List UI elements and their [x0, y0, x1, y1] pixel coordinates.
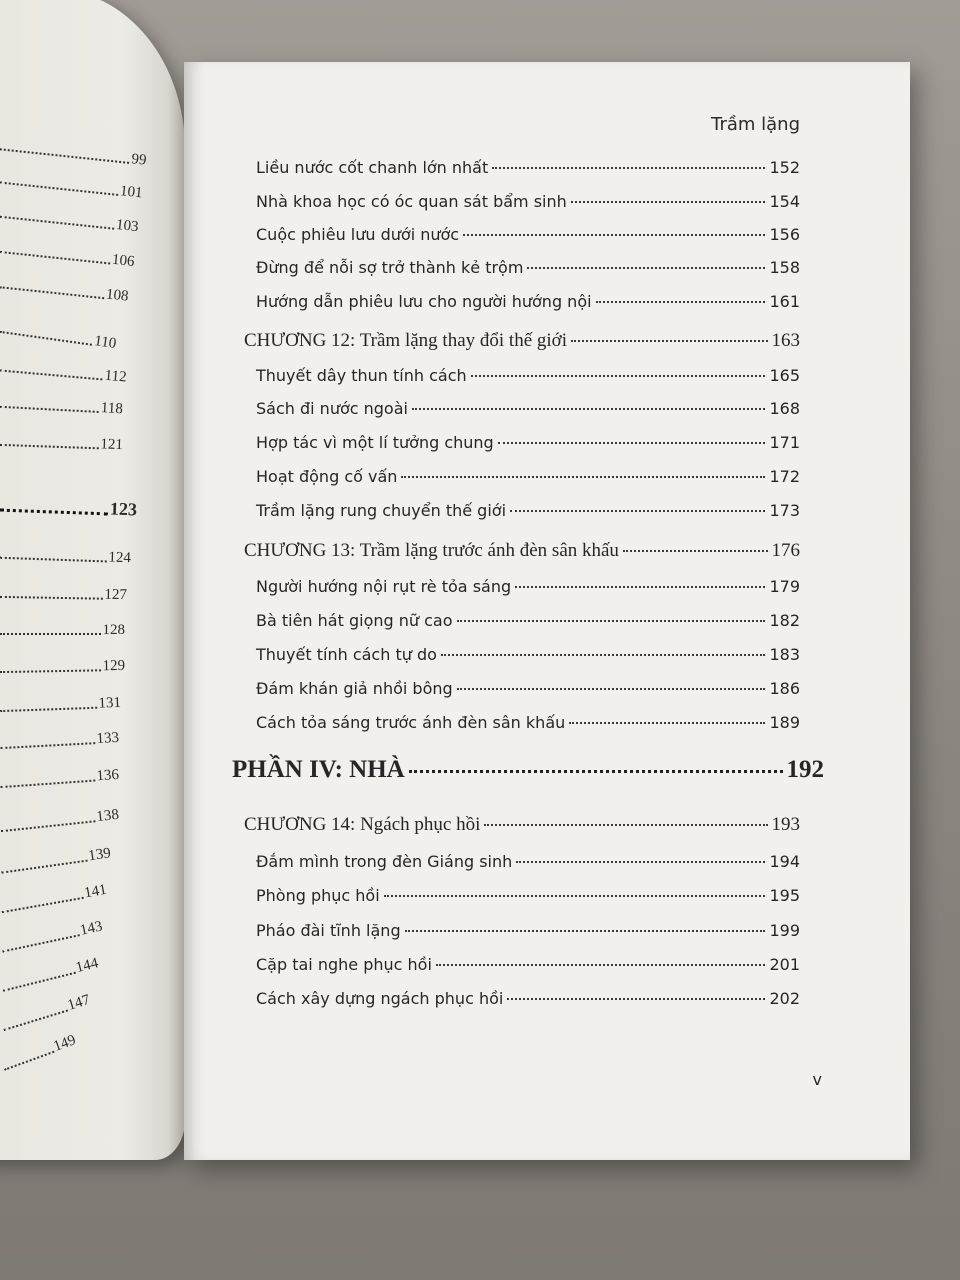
- left-page-dot-leader: [2, 896, 84, 913]
- left-page-entry: [0, 877, 108, 917]
- toc-section-row: [256, 225, 800, 244]
- toc-dot-leader: [510, 510, 765, 512]
- page-number: v: [812, 1070, 822, 1089]
- left-page-number: 139: [87, 845, 112, 865]
- toc-dot-leader: [463, 234, 765, 236]
- toc-section-row: [256, 192, 800, 211]
- toc-dot-leader: [412, 408, 765, 410]
- left-page-entry: [0, 270, 130, 305]
- left-page-entry: [0, 914, 104, 957]
- toc-section-row: [256, 955, 800, 974]
- toc-dot-leader: [596, 301, 766, 303]
- left-page-entry: [0, 132, 148, 169]
- toc-entry-title: Người hướng nội rụt rè tỏa sáng: [256, 577, 512, 596]
- toc-entry-page: 189: [769, 713, 800, 732]
- toc-section-row: [256, 989, 800, 1008]
- left-page-dot-leader: [3, 1009, 67, 1031]
- left-page-dot-leader: [0, 668, 101, 673]
- toc-dot-leader: [484, 824, 767, 826]
- left-page-entry: [0, 653, 125, 677]
- toc-entry-title: Đắm mình trong đèn Giáng sinh: [256, 852, 513, 871]
- toc-section-row: [256, 433, 800, 452]
- toc-dot-leader: [516, 861, 765, 863]
- toc-entry-page: 152: [769, 158, 800, 177]
- left-page-dot-leader: [0, 405, 99, 413]
- toc-entry-title: Bà tiên hát giọng nữ cao: [256, 611, 453, 630]
- left-page-dot-leader: [2, 971, 75, 992]
- toc-dot-leader: [436, 964, 766, 966]
- toc-chapter-row: [244, 540, 800, 562]
- toc-entry-title: Sách đi nước ngoài: [256, 399, 408, 418]
- left-page-number: 143: [78, 918, 104, 939]
- left-page-dot-leader: [0, 706, 97, 712]
- left-page-dot-leader: [1, 819, 95, 832]
- toc-entry-title: Hướng dẫn phiêu lưu cho người hướng nội: [256, 292, 592, 311]
- toc-dot-leader: [569, 722, 765, 724]
- left-page-number: 110: [93, 333, 118, 353]
- left-page-number: 131: [98, 694, 122, 712]
- toc-section-row: [256, 399, 800, 418]
- toc-entry-page: 193: [771, 814, 800, 835]
- left-page-entry: [0, 1027, 78, 1074]
- left-page-entry: [0, 541, 131, 568]
- left-page-number: 123: [109, 498, 138, 520]
- toc-section-row: [256, 611, 800, 630]
- toc-entry-page: 186: [769, 679, 800, 698]
- left-page-number: 101: [119, 183, 144, 202]
- toc-entry-page: 201: [769, 955, 800, 974]
- toc-section-row: [256, 577, 800, 596]
- left-page-number: 124: [108, 549, 132, 567]
- left-page-number: 144: [74, 955, 100, 977]
- toc-entry-page: 192: [786, 756, 824, 783]
- left-page-entry: [0, 840, 112, 877]
- toc-entry-page: 202: [769, 989, 800, 1008]
- running-header: Trầm lặng: [711, 114, 800, 135]
- toc-section-row: [256, 258, 800, 277]
- toc-chapter-row: [244, 814, 800, 836]
- toc-chapter-row: [244, 330, 800, 352]
- left-page-dot-leader: [2, 933, 79, 952]
- left-page-entry: [0, 725, 119, 753]
- left-page-dot-leader: [0, 556, 106, 563]
- left-page-entry: [0, 200, 140, 236]
- toc-section-row: [256, 467, 800, 486]
- toc-entry-page: 173: [769, 501, 800, 520]
- toc-dot-leader: [527, 267, 765, 269]
- toc-entry-page: 199: [769, 921, 800, 940]
- toc-section-row: [256, 852, 800, 871]
- toc-entry-title: Liều nước cốt chanh lớn nhất: [256, 158, 489, 177]
- left-page-number: 118: [100, 400, 124, 418]
- toc-entry-page: 163: [771, 330, 800, 351]
- left-page-entry: [0, 390, 123, 418]
- left-page-entry: [0, 617, 125, 639]
- left-page-entry: [0, 166, 144, 203]
- toc-entry-page: 172: [769, 467, 800, 486]
- left-page-entry: [0, 690, 121, 716]
- toc-dot-leader: [457, 620, 766, 622]
- left-page-number: 128: [102, 622, 125, 638]
- toc-entry-page: 183: [769, 645, 800, 664]
- toc-dot-leader: [498, 442, 766, 444]
- toc-entry-title: Trầm lặng rung chuyển thế giới: [256, 501, 507, 520]
- toc-section-row: [256, 292, 800, 311]
- toc-entry-title: Cặp tai nghe phục hồi: [256, 955, 432, 974]
- toc-entry-title: CHƯƠNG 14: Ngách phục hồi: [244, 814, 481, 835]
- toc-entry-title: Thuyết tính cách tự do: [256, 645, 437, 664]
- left-page-dot-leader: [0, 595, 102, 600]
- toc-entry-page: 195: [769, 886, 800, 905]
- toc-dot-leader: [623, 550, 768, 552]
- toc-dot-leader: [515, 586, 765, 588]
- toc-section-row: [256, 886, 800, 905]
- toc-dot-leader: [384, 895, 766, 897]
- toc-dot-leader: [571, 340, 768, 342]
- toc-entry-title: Cuộc phiêu lưu dưới nước: [256, 225, 460, 244]
- toc-entry-page: 176: [771, 540, 800, 561]
- left-page-entry: [0, 315, 118, 353]
- left-page-number: 149: [51, 1032, 79, 1055]
- left-page-number: 136: [95, 766, 120, 785]
- toc-dot-leader: [571, 201, 766, 203]
- left-page-dot-leader: [0, 741, 95, 749]
- left-page-dot-leader: [0, 250, 110, 265]
- left-page-number: 99: [130, 151, 148, 169]
- toc-entry-title: Nhà khoa học có óc quan sát bẩm sinh: [256, 192, 567, 211]
- toc-entry-page: 156: [769, 225, 800, 244]
- toc-entry-page: 179: [769, 577, 800, 596]
- toc-dot-leader: [457, 688, 766, 690]
- toc-entry-page: 182: [769, 611, 800, 630]
- left-page: [0, 0, 185, 1160]
- left-page-entry: [0, 354, 128, 387]
- left-page-dot-leader: [0, 181, 118, 196]
- toc-dot-leader: [507, 998, 765, 1000]
- toc-entry-title: Phòng phục hồi: [256, 886, 380, 905]
- left-page-entry: [0, 494, 137, 521]
- left-page-number: 127: [104, 586, 128, 604]
- left-page-dot-leader: [0, 330, 92, 346]
- toc-section-row: [256, 645, 800, 664]
- left-page-number: 147: [65, 991, 92, 1014]
- left-page-dot-leader: [1, 859, 87, 874]
- left-page-dot-leader: [0, 632, 101, 635]
- toc-entry-title: Đừng để nỗi sợ trở thành kẻ trộm: [256, 258, 524, 277]
- toc-section-row: [256, 158, 800, 177]
- toc-section-row: [256, 679, 800, 698]
- toc-dot-leader: [401, 476, 765, 478]
- toc-dot-leader: [492, 167, 765, 169]
- left-page-number: 112: [104, 367, 128, 386]
- left-page-number: 106: [111, 251, 136, 271]
- left-page-entry: [0, 762, 120, 792]
- toc-section-row: [256, 713, 800, 732]
- left-page-entry: [0, 235, 136, 271]
- left-page-dot-leader: [0, 285, 104, 299]
- left-page-entry: [0, 428, 123, 454]
- toc-dot-leader: [441, 654, 766, 656]
- left-page-number: 133: [96, 729, 120, 748]
- left-page-number: 129: [102, 657, 126, 675]
- toc-entry-page: 154: [769, 192, 800, 211]
- left-page-dot-leader: [0, 443, 98, 449]
- left-page-number: 108: [105, 286, 130, 305]
- left-page-entry: [0, 802, 120, 836]
- toc-entry-title: Cách tỏa sáng trước ánh đèn sân khấu: [256, 713, 566, 732]
- toc-dot-leader: [471, 375, 766, 377]
- toc-entry-title: Pháo đài tĩnh lặng: [256, 921, 401, 940]
- toc-entry-page: 168: [769, 399, 800, 418]
- toc-entry-page: 194: [769, 852, 800, 871]
- left-page-number: 138: [95, 806, 120, 826]
- toc-entry-page: 171: [769, 433, 800, 452]
- toc-dot-leader: [405, 930, 766, 932]
- toc-entry-page: 158: [769, 258, 800, 277]
- left-page-dot-leader: [0, 147, 129, 164]
- left-page-dot-leader: [0, 368, 103, 380]
- toc-entry-title: CHƯƠNG 12: Trầm lặng thay đổi thế giới: [244, 330, 567, 351]
- toc-entry-title: Cách xây dựng ngách phục hồi: [256, 989, 504, 1008]
- left-page-number: 103: [115, 216, 140, 236]
- left-page-dot-leader: [0, 215, 114, 230]
- left-page-dot-leader: [4, 1050, 54, 1071]
- toc-entry-title: Hoạt động cố vấn: [256, 467, 398, 486]
- toc-entry-page: 161: [769, 292, 800, 311]
- toc-entry-title: Đám khán giả nhồi bông: [256, 679, 453, 698]
- toc-entry-page: 165: [769, 366, 800, 385]
- toc-section-row: [256, 501, 800, 520]
- toc-part-row: [232, 756, 824, 784]
- toc-entry-title: PHẦN IV: NHÀ: [232, 756, 405, 783]
- toc-dot-leader: [409, 770, 783, 773]
- right-page: [184, 62, 910, 1160]
- left-page-dot-leader: [0, 508, 108, 516]
- toc-entry-title: Thuyết dây thun tính cách: [256, 366, 467, 385]
- left-page-number: 141: [82, 881, 108, 902]
- toc-entry-title: CHƯƠNG 13: Trầm lặng trước ánh đèn sân khấu: [244, 540, 619, 561]
- left-page-entry: [0, 987, 92, 1035]
- left-page-entry: [0, 580, 127, 604]
- left-page-dot-leader: [0, 779, 94, 789]
- toc-section-row: [256, 921, 800, 940]
- left-page-number: 121: [100, 436, 124, 454]
- toc-section-row: [256, 366, 800, 385]
- toc-entry-title: Hợp tác vì một lí tưởng chung: [256, 433, 494, 452]
